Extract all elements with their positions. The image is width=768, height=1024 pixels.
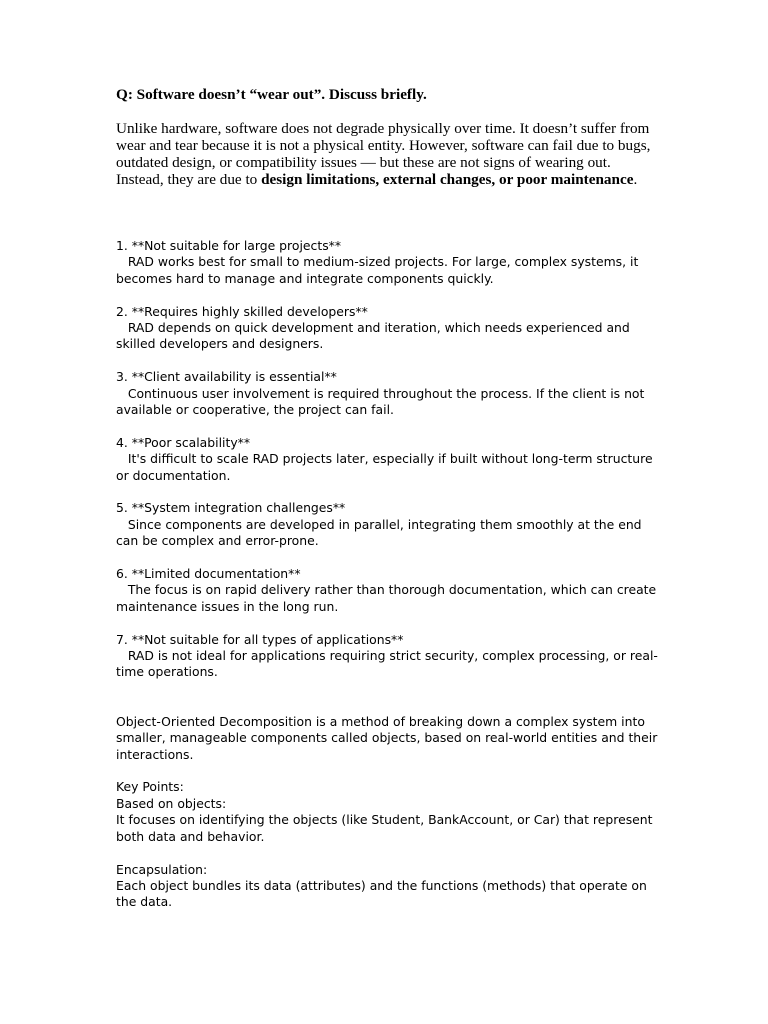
ood-section — [116, 714, 660, 911]
item-description: It's difficult to scale RAD projects later, especially if built without long-term structure or documentation. — [116, 451, 657, 483]
item-description: The focus is on rapid delivery rather than thorough documentation, which can create maintenance issues in the long run. — [116, 582, 661, 614]
point-title: Based on objects: — [116, 795, 227, 811]
point-title: Encapsulation: — [116, 861, 208, 877]
item-heading: 5. **System integration challenges** — [116, 500, 346, 516]
list-item — [116, 369, 660, 418]
item-description: RAD is not ideal for applications requiring strict security, complex processing, or real-time operations. — [116, 648, 658, 680]
answer-end: . — [633, 171, 638, 188]
item-heading: 1. **Not suitable for large projects** — [116, 238, 342, 253]
answer-text: Unlike hardware, software does not degrade physically over time. It doesn’t suffer from wear and tear because it is not a physical entity. However, software can fail due to bugs, outdated design, or compatibility issues — but these are not signs of wearing out. Instead, they are due to — [116, 120, 651, 188]
list-item — [116, 238, 660, 287]
key-points-label: Key Points: — [116, 779, 184, 795]
question-heading: Q: Software doesn’t “wear out”. Discuss briefly. — [116, 86, 427, 103]
list-item — [116, 304, 660, 353]
document-page — [116, 86, 660, 927]
item-heading: 6. **Limited documentation** — [116, 566, 301, 582]
list-item — [116, 435, 660, 484]
item-heading: 3. **Client availability is essential** — [116, 369, 337, 385]
item-description: Continuous user involvement is required throughout the process. If the client is not available or cooperative, the project can fail. — [116, 385, 649, 418]
answer-paragraph — [116, 120, 660, 188]
point-text: Each object bundles its data (attributes) and the functions (methods) that operate on the data. — [116, 877, 647, 910]
answer-bold-text: design limitations, external changes, or poor maintenance — [261, 171, 634, 188]
point-text: It focuses on identifying the objects (like Student, BankAccount, or Car) that represent both data and behavior. — [116, 812, 653, 844]
list-item — [116, 500, 660, 549]
item-description: RAD works best for small to medium-sized projects. For large, complex systems, it becomes hard to manage and integrate components quickly. — [116, 254, 643, 286]
item-heading: 7. **Not suitable for all types of applications** — [116, 631, 404, 647]
item-description: Since components are developed in parallel, integrating them smoothly at the end can be complex and error-prone. — [116, 516, 646, 549]
ood-intro: Object-Oriented Decomposition is a method of breaking down a complex system into smaller, manageable components called objects, based on real-world entities and their interactions. — [116, 713, 658, 762]
rad-disadvantages-list — [116, 238, 660, 681]
list-item — [116, 566, 660, 615]
item-heading: 2. **Requires highly skilled developers** — [116, 303, 368, 319]
item-description: RAD depends on quick development and iteration, which needs experienced and skilled developers and designers. — [116, 320, 634, 352]
list-item — [116, 632, 660, 681]
item-heading: 4. **Poor scalability** — [116, 434, 251, 450]
